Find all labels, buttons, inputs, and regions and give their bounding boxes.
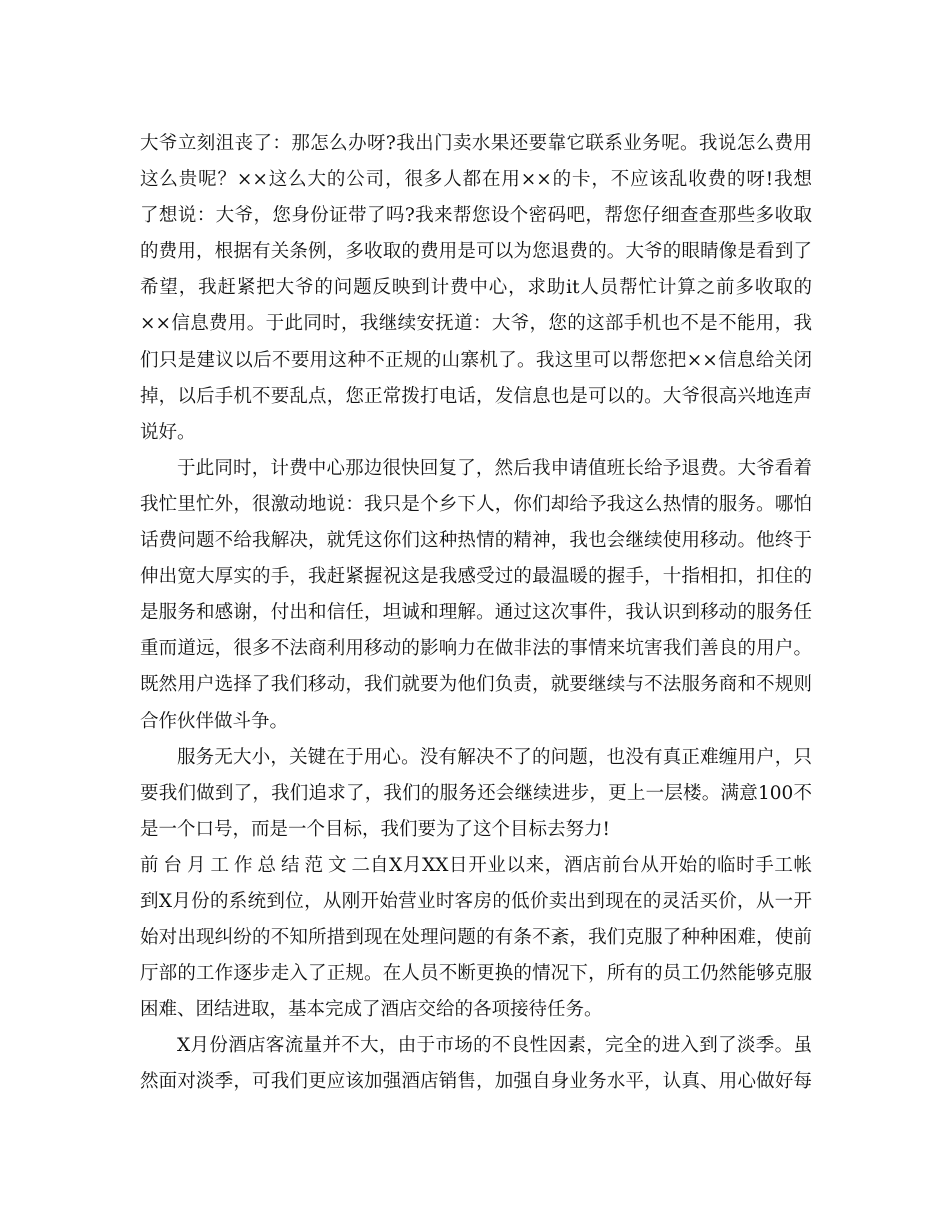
section — [140, 848, 812, 1028]
text-line: 服务无大小，关键在于用心。没有解决不了的问题，也没有真正难缠用户，只 — [177, 746, 812, 768]
text-line: 合作伙伴做斗争。 — [140, 710, 289, 732]
text-line: 大爷立刻沮丧了：那怎么办呀?我出门卖水果还要靠它联系业务呢。我说怎么费用 — [140, 133, 812, 154]
text-line: 于此同时，计费中心那边很快回复了，然后我申请值班长给予退费。大爷看着 — [177, 457, 812, 479]
text-line: 这么贵呢？××这么大的公司，很多人都在用××的卡，不应该乱收费的呀!我想 — [140, 169, 812, 191]
text-line: 的费用，根据有关条例，多收取的费用是可以为您退费的。大爷的眼睛像是看到了 — [140, 241, 812, 263]
document-body — [140, 126, 812, 1101]
paragraph — [140, 451, 812, 740]
text-line: 伸出宽大厚实的手，我赶紧握祝这是我感受过的最温暖的握手，十指相扣，扣住的 — [140, 566, 812, 588]
text-line: 要我们做到了，我们追求了，我们的服务还会继续进步，更上一层楼。满意100不 — [140, 782, 812, 804]
text-line: 话费问题不给我解决，就凭这你们这种热情的精神，我也会继续使用移动。他终于 — [140, 530, 812, 552]
text-line: 是服务和感谢，付出和信任，坦诚和理解。通过这次事件，我认识到移动的服务任 — [140, 602, 812, 624]
text-line: 到X月份的系统到位，从刚开始营业时客房的低价卖出到现在的灵活买价，从一开 — [140, 890, 812, 912]
section-first-line — [140, 848, 812, 884]
text-line: 然面对淡季，可我们更应该加强酒店销售，加强自身业务水平，认真、用心做好每 — [140, 1071, 812, 1093]
text-line: 说好。 — [140, 421, 196, 443]
section-first-line-text: 自X月XX日开业以来，酒店前台从开始的临时手工帐 — [370, 854, 812, 876]
text-line: 们只是建议以后不要用这种不正规的山寨机了。我这里可以帮您把××信息给关闭 — [140, 349, 812, 371]
text-line: X月份酒店客流量并不大，由于市场的不良性因素，完全的进入到了淡季。虽 — [177, 1035, 812, 1057]
paragraph — [140, 740, 812, 848]
text-line: 希望，我赶紧把大爷的问题反映到计费中心，求助it人员帮忙计算之前多收取的 — [140, 277, 812, 299]
text-line: 既然用户选择了我们移动，我们就要为他们负责，就要继续与不法服务商和不规则 — [140, 674, 812, 696]
text-line: 始对出现纠纷的不知所措到现在处理问题的有条不紊，我们克服了种种困难，使前 — [140, 927, 812, 949]
text-line: 了想说：大爷，您身份证带了吗?我来帮您设个密码吧，帮您仔细查查那些多收取 — [140, 205, 812, 227]
paragraph — [140, 126, 812, 451]
text-line: 厅部的工作逐步走入了正规。在人员不断更换的情况下，所有的员工仍然能够克服 — [140, 963, 812, 985]
paragraph — [140, 1028, 812, 1100]
section-heading: 前台月工作总结范文二 — [140, 854, 370, 876]
text-line: 困难、团结进取，基本完成了酒店交给的各项接待任务。 — [140, 999, 603, 1021]
text-line: 掉，以后手机不要乱点，您正常拨打电话，发信息也是可以的。大爷很高兴地连声 — [140, 385, 812, 407]
text-line: 重而道远，很多不法商利用移动的影响力在做非法的事情来坑害我们善良的用户。 — [140, 638, 812, 660]
text-line: ××信息费用。于此同时，我继续安抚道：大爷，您的这部手机也不是不能用，我 — [140, 313, 812, 335]
text-line: 我忙里忙外，很激动地说：我只是个乡下人，你们却给予我这么热情的服务。哪怕 — [140, 493, 812, 515]
text-line: 是一个口号，而是一个目标，我们要为了这个目标去努力! — [140, 818, 610, 840]
